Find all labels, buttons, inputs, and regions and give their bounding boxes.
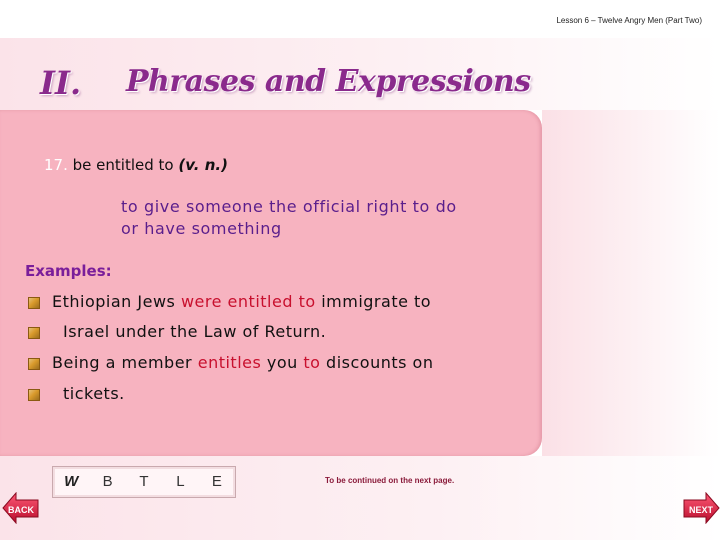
continued-note: To be continued on the next page.	[325, 476, 455, 485]
section-number: II.	[40, 64, 82, 102]
next-arrow-icon	[682, 492, 720, 524]
example-1-highlight: were entitled to	[180, 292, 316, 311]
example-2-post: discounts on	[320, 353, 434, 372]
back-label: BACK	[8, 505, 34, 515]
example-2-highlight-1: entitles	[197, 353, 262, 372]
example-2-line-2: tickets.	[63, 384, 125, 403]
example-2-pre: Being a member	[52, 353, 198, 372]
next-label: NEXT	[688, 505, 713, 515]
example-1-line-1	[52, 292, 431, 311]
back-button[interactable]	[2, 492, 40, 524]
letter-tabs	[52, 466, 236, 498]
back-arrow-icon	[2, 492, 40, 524]
example-2-mid: you	[261, 353, 304, 372]
example-2-highlight-2: to	[303, 353, 321, 372]
right-side-band	[542, 110, 720, 456]
definition-line-2: or have something	[121, 219, 282, 238]
letter-tab-b[interactable]: B	[102, 473, 113, 490]
example-1-line-2: Israel under the Law of Return.	[63, 322, 327, 341]
letter-tab-e[interactable]: E	[211, 473, 222, 490]
section-title: Phrases and Expressions	[126, 64, 531, 99]
example-1-post: immigrate to	[315, 292, 432, 311]
example-1-pre: Ethiopian Jews	[52, 292, 181, 311]
entry-part-of-speech: (v. n.)	[178, 156, 228, 174]
letter-tab-w[interactable]: W	[64, 473, 79, 490]
square-bullet-icon	[28, 327, 40, 339]
examples-label: Examples:	[25, 262, 112, 280]
entry-number: 17.	[44, 156, 68, 174]
square-bullet-icon	[28, 358, 40, 370]
letter-tab-l[interactable]: L	[176, 473, 185, 490]
definition-line-1: to give someone the official right to do	[121, 197, 457, 216]
entry-phrase: be entitled to	[72, 156, 174, 174]
lesson-header: Lesson 6 – Twelve Angry Men (Part Two)	[556, 16, 702, 25]
square-bullet-icon	[28, 297, 40, 309]
example-2-line-1	[52, 353, 433, 372]
entry-term	[44, 156, 228, 174]
letter-tab-t[interactable]: T	[139, 473, 149, 490]
square-bullet-icon	[28, 389, 40, 401]
entry-definition	[121, 196, 541, 240]
next-button[interactable]	[682, 492, 720, 524]
